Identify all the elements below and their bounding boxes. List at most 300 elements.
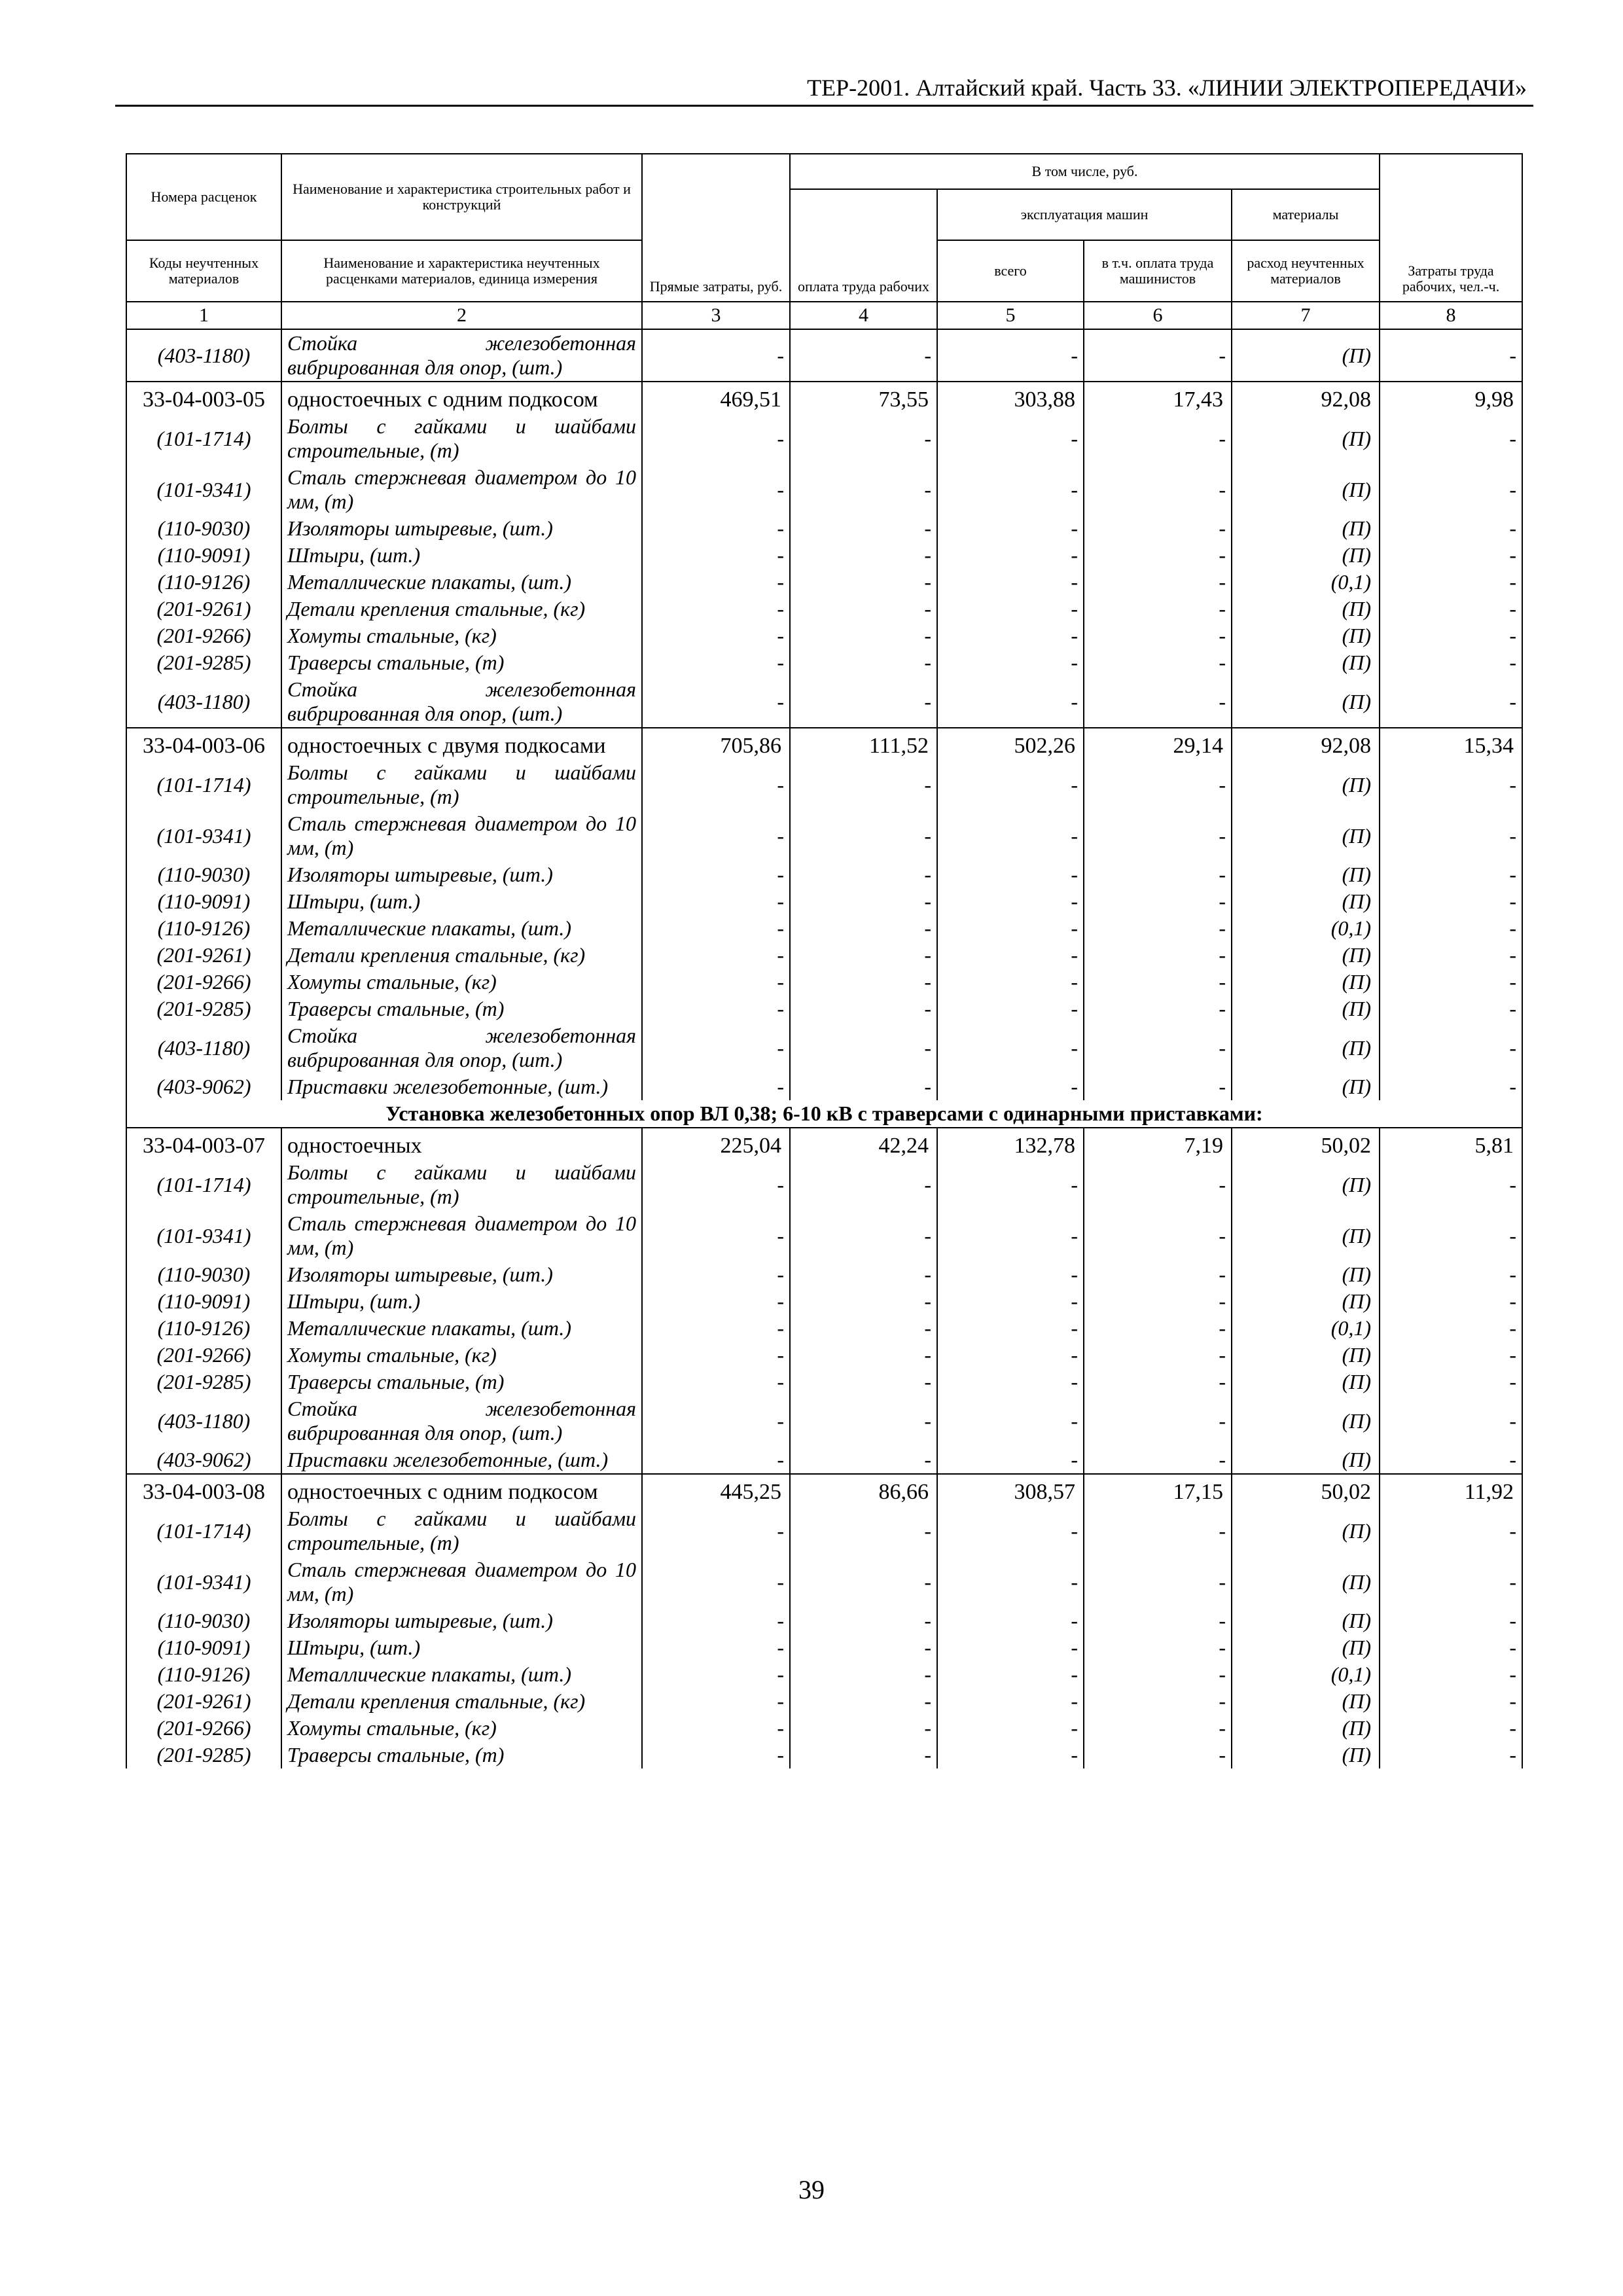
material-name: Изоляторы штыревые, (шт.)	[281, 1261, 642, 1288]
materials-cell: (П)	[1232, 413, 1380, 464]
direct-costs-cell: -	[642, 1022, 790, 1073]
materials-cell: (П)	[1232, 1715, 1380, 1742]
machine-labor-cell: -	[1084, 1446, 1232, 1474]
material-name: Детали крепления стальные, (кг)	[281, 596, 642, 622]
direct-costs-cell: -	[642, 1315, 790, 1342]
material-code: (201-9285)	[126, 649, 281, 676]
rate-code: 33-04-003-07	[126, 1128, 281, 1159]
materials-cell: (П)	[1232, 1505, 1380, 1556]
labor-costs-cell: -	[1380, 676, 1522, 728]
materials-cell: (П)	[1232, 1288, 1380, 1315]
direct-costs-cell: -	[642, 1607, 790, 1634]
labor-costs-cell: -	[1380, 1556, 1522, 1607]
machine-labor-cell: -	[1084, 1288, 1232, 1315]
material-code: (201-9285)	[126, 1742, 281, 1768]
labor-pay-cell: -	[790, 996, 937, 1022]
header-rate-numbers: Номера расценок	[126, 154, 281, 240]
machine-labor-cell: -	[1084, 888, 1232, 915]
material-code: (110-9091)	[126, 888, 281, 915]
material-row	[126, 1369, 1522, 1395]
rate-code: 33-04-003-05	[126, 382, 281, 413]
direct-costs-cell: -	[642, 915, 790, 942]
machine-labor-cell: -	[1084, 1073, 1232, 1100]
materials-cell: (П)	[1232, 1395, 1380, 1446]
materials-cell: (П)	[1232, 1607, 1380, 1634]
labor-pay-cell: -	[790, 969, 937, 996]
machine-labor-cell: -	[1084, 515, 1232, 542]
material-name: Болты с гайками и шайбами строительные, (т)	[281, 1505, 642, 1556]
machine-total-cell: -	[937, 1210, 1084, 1261]
material-row	[126, 1395, 1522, 1446]
machine-labor-cell: -	[1084, 1634, 1232, 1661]
labor-costs-cell: -	[1380, 1505, 1522, 1556]
labor-pay-cell: 73,55	[790, 382, 937, 413]
direct-costs-cell: -	[642, 515, 790, 542]
labor-costs-cell: -	[1380, 1342, 1522, 1369]
material-code: (201-9261)	[126, 942, 281, 969]
materials-cell: (0,1)	[1232, 1315, 1380, 1342]
machine-total-cell: -	[937, 1688, 1084, 1715]
material-code: (101-1714)	[126, 413, 281, 464]
machine-total-cell: -	[937, 942, 1084, 969]
machine-total-cell: -	[937, 861, 1084, 888]
machine-labor-cell: 17,15	[1084, 1474, 1232, 1505]
material-row	[126, 1315, 1522, 1342]
direct-costs-cell: -	[642, 1073, 790, 1100]
direct-costs-cell: -	[642, 1688, 790, 1715]
machine-total-cell: -	[937, 542, 1084, 569]
material-name: Сталь стержневая диаметром до 10 мм, (т)	[281, 810, 642, 861]
material-row	[126, 596, 1522, 622]
material-name: Металлические плакаты, (шт.)	[281, 915, 642, 942]
machine-total-cell: 502,26	[937, 728, 1084, 759]
column-number: 5	[937, 302, 1084, 329]
rate-row	[126, 1474, 1522, 1505]
direct-costs-cell: -	[642, 622, 790, 649]
material-code: (201-9266)	[126, 969, 281, 996]
labor-costs-cell: -	[1380, 1261, 1522, 1288]
material-name: Штыри, (шт.)	[281, 888, 642, 915]
material-name: Сталь стержневая диаметром до 10 мм, (т)	[281, 1556, 642, 1607]
materials-cell: (П)	[1232, 1022, 1380, 1073]
header-machine-labor: в т.ч. оплата труда машинистов	[1084, 240, 1232, 302]
machine-total-cell: -	[937, 1661, 1084, 1688]
material-name: Приставки железобетонные, (шт.)	[281, 1446, 642, 1474]
material-code: (201-9285)	[126, 1369, 281, 1395]
material-row	[126, 1210, 1522, 1261]
material-code: (201-9261)	[126, 596, 281, 622]
direct-costs-cell: -	[642, 1556, 790, 1607]
material-name: Металлические плакаты, (шт.)	[281, 1315, 642, 1342]
material-row	[126, 861, 1522, 888]
labor-costs-cell: -	[1380, 1661, 1522, 1688]
direct-costs-cell: -	[642, 861, 790, 888]
header-materials: материалы	[1232, 189, 1380, 240]
machine-labor-cell: -	[1084, 810, 1232, 861]
labor-pay-cell: -	[790, 1159, 937, 1210]
rate-code: 33-04-003-08	[126, 1474, 281, 1505]
machine-labor-cell: -	[1084, 1715, 1232, 1742]
machine-total-cell: -	[937, 413, 1084, 464]
materials-cell: (П)	[1232, 676, 1380, 728]
header-machine-operation: эксплуатация машин	[937, 189, 1232, 240]
machine-total-cell: -	[937, 596, 1084, 622]
material-code: (110-9030)	[126, 515, 281, 542]
material-code: (101-9341)	[126, 1210, 281, 1261]
labor-costs-cell: -	[1380, 810, 1522, 861]
material-name: Штыри, (шт.)	[281, 542, 642, 569]
material-code: (403-1180)	[126, 1022, 281, 1073]
material-name: Болты с гайками и шайбами строительные, (т)	[281, 413, 642, 464]
material-name: Металлические плакаты, (шт.)	[281, 1661, 642, 1688]
labor-pay-cell: -	[790, 413, 937, 464]
material-name: Детали крепления стальные, (кг)	[281, 942, 642, 969]
labor-pay-cell: -	[790, 569, 937, 596]
rate-row	[126, 728, 1522, 759]
machine-labor-cell: -	[1084, 1210, 1232, 1261]
material-name: Сталь стержневая диаметром до 10 мм, (т)	[281, 464, 642, 515]
labor-costs-cell: -	[1380, 1634, 1522, 1661]
material-row	[126, 1661, 1522, 1688]
material-row	[126, 1288, 1522, 1315]
machine-labor-cell: -	[1084, 464, 1232, 515]
labor-pay-cell: -	[790, 915, 937, 942]
machine-labor-cell: -	[1084, 1342, 1232, 1369]
material-code: (201-9261)	[126, 1688, 281, 1715]
materials-cell: (П)	[1232, 329, 1380, 382]
machine-labor-cell: -	[1084, 649, 1232, 676]
materials-cell: (П)	[1232, 861, 1380, 888]
material-code: (201-9285)	[126, 996, 281, 1022]
machine-total-cell: -	[937, 329, 1084, 382]
machine-labor-cell: -	[1084, 1261, 1232, 1288]
material-name: Стойка железобетонная вибрированная для опор, (шт.)	[281, 329, 642, 382]
labor-costs-cell: 5,81	[1380, 1128, 1522, 1159]
direct-costs-cell: -	[642, 1369, 790, 1395]
labor-pay-cell: -	[790, 810, 937, 861]
material-code: (101-1714)	[126, 759, 281, 810]
labor-pay-cell: -	[790, 649, 937, 676]
header-work-name: Наименование и характеристика строительных работ и конструкций	[281, 154, 642, 240]
machine-labor-cell: -	[1084, 622, 1232, 649]
labor-costs-cell: -	[1380, 1210, 1522, 1261]
material-code: (101-9341)	[126, 1556, 281, 1607]
labor-costs-cell: -	[1380, 969, 1522, 996]
material-code: (110-9030)	[126, 1607, 281, 1634]
machine-total-cell: -	[937, 1505, 1084, 1556]
header-machine-total: всего	[937, 240, 1084, 302]
direct-costs-cell: -	[642, 676, 790, 728]
machine-total-cell: -	[937, 1369, 1084, 1395]
material-name: Хомуты стальные, (кг)	[281, 969, 642, 996]
material-row	[126, 810, 1522, 861]
material-code: (110-9091)	[126, 1634, 281, 1661]
column-number: 6	[1084, 302, 1232, 329]
labor-costs-cell: -	[1380, 569, 1522, 596]
materials-cell: (П)	[1232, 1556, 1380, 1607]
direct-costs-cell: -	[642, 1446, 790, 1474]
labor-pay-cell: -	[790, 759, 937, 810]
material-name: Изоляторы штыревые, (шт.)	[281, 515, 642, 542]
labor-pay-cell: 111,52	[790, 728, 937, 759]
header-rule	[115, 105, 1533, 107]
labor-costs-cell: -	[1380, 1288, 1522, 1315]
labor-pay-cell: -	[790, 1607, 937, 1634]
material-row	[126, 759, 1522, 810]
machine-total-cell: -	[937, 649, 1084, 676]
labor-costs-cell: -	[1380, 622, 1522, 649]
labor-pay-cell: -	[790, 676, 937, 728]
direct-costs-cell: -	[642, 1342, 790, 1369]
labor-costs-cell: -	[1380, 515, 1522, 542]
material-row	[126, 1261, 1522, 1288]
machine-labor-cell: -	[1084, 569, 1232, 596]
machine-labor-cell: -	[1084, 1369, 1232, 1395]
labor-costs-cell: -	[1380, 1073, 1522, 1100]
labor-costs-cell: -	[1380, 1688, 1522, 1715]
materials-cell: (П)	[1232, 1073, 1380, 1100]
materials-cell: (П)	[1232, 969, 1380, 996]
material-row	[126, 1159, 1522, 1210]
labor-pay-cell: -	[790, 888, 937, 915]
direct-costs-cell: -	[642, 888, 790, 915]
direct-costs-cell: -	[642, 1661, 790, 1688]
labor-pay-cell: -	[790, 1661, 937, 1688]
material-row	[126, 969, 1522, 996]
material-row	[126, 888, 1522, 915]
materials-cell: (П)	[1232, 1210, 1380, 1261]
materials-cell: (П)	[1232, 1261, 1380, 1288]
direct-costs-cell: 225,04	[642, 1128, 790, 1159]
direct-costs-cell: -	[642, 942, 790, 969]
labor-pay-cell: 42,24	[790, 1128, 937, 1159]
direct-costs-cell: -	[642, 1261, 790, 1288]
machine-total-cell: -	[937, 810, 1084, 861]
material-code: (403-1180)	[126, 329, 281, 382]
column-number: 7	[1232, 302, 1380, 329]
labor-pay-cell: -	[790, 515, 937, 542]
labor-costs-cell: -	[1380, 1607, 1522, 1634]
machine-labor-cell: -	[1084, 1505, 1232, 1556]
labor-costs-cell: -	[1380, 861, 1522, 888]
direct-costs-cell: 705,86	[642, 728, 790, 759]
material-name: Изоляторы штыревые, (шт.)	[281, 1607, 642, 1634]
machine-labor-cell: -	[1084, 1661, 1232, 1688]
material-name: Траверсы стальные, (т)	[281, 1369, 642, 1395]
labor-costs-cell: -	[1380, 1315, 1522, 1342]
labor-pay-cell: -	[790, 1073, 937, 1100]
column-number: 3	[642, 302, 790, 329]
header-materials-consumption: расход неучтенных материалов	[1232, 240, 1380, 302]
material-row	[126, 1607, 1522, 1634]
material-name: Приставки железобетонные, (шт.)	[281, 1073, 642, 1100]
machine-labor-cell: 7,19	[1084, 1128, 1232, 1159]
labor-pay-cell: -	[790, 1634, 937, 1661]
machine-total-cell: -	[937, 464, 1084, 515]
machine-total-cell: -	[937, 1022, 1084, 1073]
labor-pay-cell: -	[790, 1369, 937, 1395]
labor-pay-cell: -	[790, 861, 937, 888]
materials-cell: (П)	[1232, 996, 1380, 1022]
table-body	[126, 329, 1522, 1768]
materials-cell: (П)	[1232, 1159, 1380, 1210]
material-row	[126, 676, 1522, 728]
table-header	[126, 154, 1522, 329]
labor-pay-cell: -	[790, 596, 937, 622]
materials-cell: (П)	[1232, 942, 1380, 969]
labor-pay-cell: -	[790, 1446, 937, 1474]
machine-labor-cell: -	[1084, 596, 1232, 622]
material-code: (110-9126)	[126, 1661, 281, 1688]
direct-costs-cell: -	[642, 996, 790, 1022]
materials-cell: (П)	[1232, 649, 1380, 676]
rate-name: одностоечных с одним подкосом	[281, 382, 642, 413]
materials-cell: (0,1)	[1232, 915, 1380, 942]
materials-cell: 92,08	[1232, 728, 1380, 759]
labor-costs-cell: -	[1380, 1159, 1522, 1210]
direct-costs-cell: -	[642, 1210, 790, 1261]
materials-cell: (П)	[1232, 1342, 1380, 1369]
materials-cell: (0,1)	[1232, 569, 1380, 596]
machine-total-cell: -	[937, 569, 1084, 596]
direct-costs-cell: -	[642, 413, 790, 464]
material-name: Стойка железобетонная вибрированная для опор, (шт.)	[281, 1022, 642, 1073]
machine-total-cell: -	[937, 676, 1084, 728]
material-code: (403-9062)	[126, 1446, 281, 1474]
direct-costs-cell: -	[642, 329, 790, 382]
material-row	[126, 996, 1522, 1022]
machine-labor-cell: -	[1084, 969, 1232, 996]
labor-pay-cell: -	[790, 1315, 937, 1342]
labor-costs-cell: -	[1380, 1395, 1522, 1446]
material-name: Болты с гайками и шайбами строительные, (т)	[281, 1159, 642, 1210]
labor-costs-cell: 15,34	[1380, 728, 1522, 759]
machine-total-cell: 308,57	[937, 1474, 1084, 1505]
materials-cell: (П)	[1232, 888, 1380, 915]
material-row	[126, 1022, 1522, 1073]
machine-total-cell: -	[937, 1742, 1084, 1768]
machine-total-cell: 132,78	[937, 1128, 1084, 1159]
running-header: ТЕР-2001. Алтайский край. Часть 33. «ЛИНИИ ЭЛЕКТРОПЕРЕДАЧИ»	[807, 75, 1527, 101]
column-number: 8	[1380, 302, 1522, 329]
labor-pay-cell: 86,66	[790, 1474, 937, 1505]
material-name: Болты с гайками и шайбами строительные, (т)	[281, 759, 642, 810]
material-row	[126, 1505, 1522, 1556]
material-row	[126, 942, 1522, 969]
rate-name: одностоечных с одним подкосом	[281, 1474, 642, 1505]
machine-total-cell: 303,88	[937, 382, 1084, 413]
labor-costs-cell: -	[1380, 542, 1522, 569]
material-row	[126, 464, 1522, 515]
column-number: 1	[126, 302, 281, 329]
materials-cell: 92,08	[1232, 382, 1380, 413]
direct-costs-cell: -	[642, 569, 790, 596]
column-number-row	[126, 302, 1522, 329]
material-code: (101-1714)	[126, 1505, 281, 1556]
labor-pay-cell: -	[790, 1715, 937, 1742]
labor-costs-cell: -	[1380, 596, 1522, 622]
materials-cell: (П)	[1232, 596, 1380, 622]
materials-cell: (П)	[1232, 1634, 1380, 1661]
machine-labor-cell: -	[1084, 1022, 1232, 1073]
labor-costs-cell: -	[1380, 1369, 1522, 1395]
material-row	[126, 622, 1522, 649]
labor-costs-cell: -	[1380, 1022, 1522, 1073]
material-name: Стойка железобетонная вибрированная для опор, (шт.)	[281, 676, 642, 728]
material-row	[126, 515, 1522, 542]
labor-costs-cell: -	[1380, 649, 1522, 676]
material-name: Траверсы стальные, (т)	[281, 649, 642, 676]
direct-costs-cell: -	[642, 464, 790, 515]
machine-total-cell: -	[937, 759, 1084, 810]
machine-total-cell: -	[937, 1342, 1084, 1369]
labor-pay-cell: -	[790, 1688, 937, 1715]
direct-costs-cell: -	[642, 1742, 790, 1768]
material-row	[126, 413, 1522, 464]
labor-pay-cell: -	[790, 1395, 937, 1446]
labor-costs-cell: -	[1380, 759, 1522, 810]
material-name: Хомуты стальные, (кг)	[281, 1342, 642, 1369]
machine-labor-cell: -	[1084, 861, 1232, 888]
machine-total-cell: -	[937, 515, 1084, 542]
rate-row	[126, 1128, 1522, 1159]
material-row	[126, 542, 1522, 569]
direct-costs-cell: -	[642, 810, 790, 861]
header-including: В том числе, руб.	[790, 154, 1380, 189]
machine-labor-cell: 29,14	[1084, 728, 1232, 759]
material-code: (110-9126)	[126, 569, 281, 596]
material-name: Штыри, (шт.)	[281, 1634, 642, 1661]
labor-costs-cell: -	[1380, 413, 1522, 464]
labor-costs-cell: -	[1380, 329, 1522, 382]
column-number: 4	[790, 302, 937, 329]
materials-cell: (П)	[1232, 622, 1380, 649]
materials-cell: (0,1)	[1232, 1661, 1380, 1688]
machine-total-cell: -	[937, 1073, 1084, 1100]
machine-labor-cell: -	[1084, 996, 1232, 1022]
machine-labor-cell: -	[1084, 1315, 1232, 1342]
rate-code: 33-04-003-06	[126, 728, 281, 759]
material-row	[126, 1342, 1522, 1369]
labor-pay-cell: -	[790, 1261, 937, 1288]
material-name: Детали крепления стальные, (кг)	[281, 1688, 642, 1715]
material-code: (201-9266)	[126, 1715, 281, 1742]
labor-costs-cell: 11,92	[1380, 1474, 1522, 1505]
labor-pay-cell: -	[790, 942, 937, 969]
machine-labor-cell: -	[1084, 1607, 1232, 1634]
labor-pay-cell: -	[790, 622, 937, 649]
machine-labor-cell: -	[1084, 759, 1232, 810]
material-row	[126, 1688, 1522, 1715]
material-code: (403-9062)	[126, 1073, 281, 1100]
material-name: Хомуты стальные, (кг)	[281, 622, 642, 649]
direct-costs-cell: -	[642, 759, 790, 810]
material-row	[126, 1073, 1522, 1100]
material-row	[126, 1556, 1522, 1607]
section-title-row	[126, 1100, 1522, 1128]
material-code: (110-9126)	[126, 915, 281, 942]
machine-labor-cell: -	[1084, 1556, 1232, 1607]
machine-labor-cell: -	[1084, 676, 1232, 728]
rate-row	[126, 382, 1522, 413]
material-code: (110-9030)	[126, 861, 281, 888]
materials-cell: (П)	[1232, 515, 1380, 542]
direct-costs-cell: -	[642, 969, 790, 996]
material-code: (110-9030)	[126, 1261, 281, 1288]
material-name: Изоляторы штыревые, (шт.)	[281, 861, 642, 888]
labor-costs-cell: -	[1380, 915, 1522, 942]
materials-cell: 50,02	[1232, 1128, 1380, 1159]
